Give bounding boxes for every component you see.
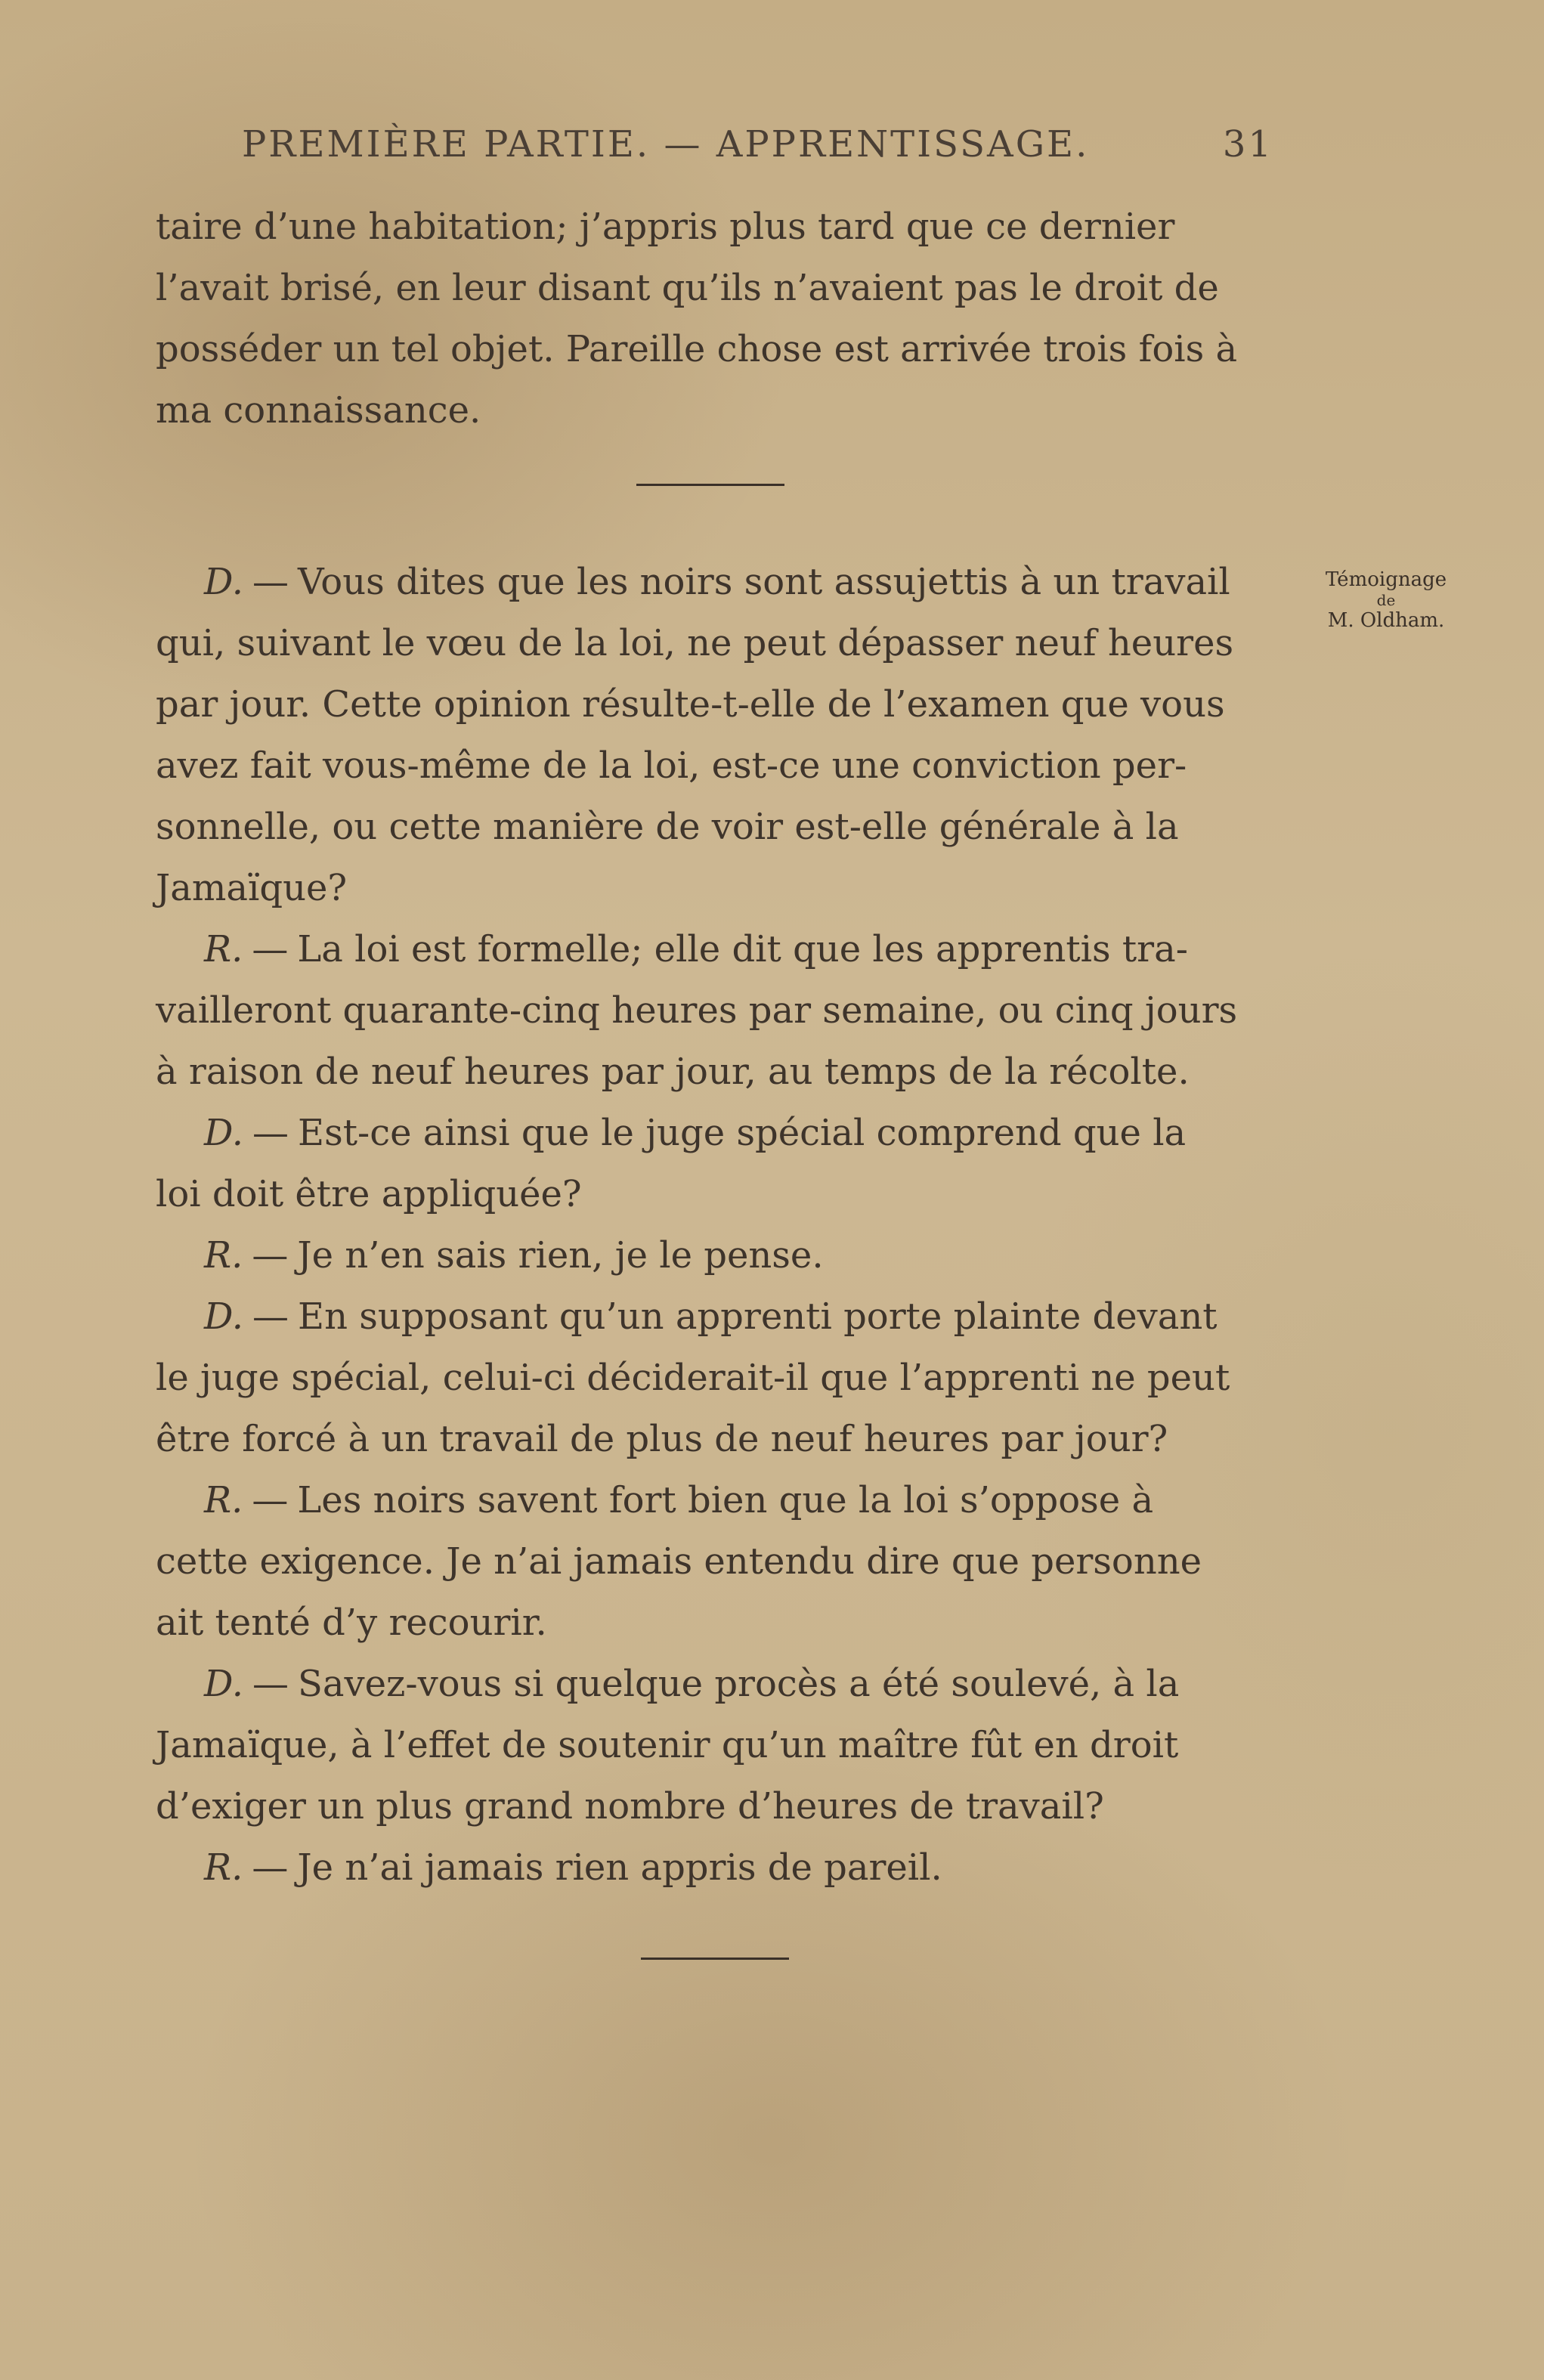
text-line: ait tenté d’y recourir. xyxy=(156,1602,547,1644)
text-line: qui, suivant le vœu de la loi, ne peut dépasser neuf heures xyxy=(156,622,1234,664)
dialogue-first-line xyxy=(156,552,1274,613)
dialogue-first-line xyxy=(156,1837,1274,1899)
dialogue-first-line xyxy=(156,919,1274,980)
section-divider xyxy=(636,484,784,486)
text-line: Jamaïque, à l’effet de soutenir qu’un maître fût en droit xyxy=(156,1724,1179,1766)
text-line: Jamaïque? xyxy=(156,867,348,909)
text-line: cette exigence. Je n’ai jamais entendu dire que personne xyxy=(156,1540,1202,1583)
dialogue-text: En supposant qu’un apprenti porte plainte devant xyxy=(298,1295,1218,1338)
text-line: loi doit être appliquée? xyxy=(156,1173,582,1215)
dialogue-first-line xyxy=(156,1225,1274,1286)
text-line: vailleront quarante-cinq heures par semaine, ou cinq jours xyxy=(156,989,1238,1032)
text-line: à raison de neuf heures par jour, au temps de la récolte. xyxy=(156,1051,1190,1093)
em-dash: — xyxy=(252,561,289,603)
dialogue-text: Les noirs savent fort bien que la loi s’oppose à xyxy=(297,1479,1154,1521)
speaker-label: R. xyxy=(204,1234,243,1277)
dialogue-first-line xyxy=(156,1654,1274,1715)
opening-paragraph xyxy=(156,197,1274,441)
text-line: d’exiger un plus grand nombre d’heures de travail? xyxy=(156,1785,1104,1828)
em-dash: — xyxy=(252,1234,289,1277)
dialogue-first-line xyxy=(156,1470,1274,1531)
text-line: ma connaissance. xyxy=(156,389,481,432)
text-line: sonnelle, ou cette manière de voir est-elle générale à la xyxy=(156,806,1179,848)
text-line: l’avait brisé, en leur disant qu’ils n’avaient pas le droit de xyxy=(156,267,1219,309)
dialogue-first-line xyxy=(156,1103,1274,1164)
dialogue-first-line xyxy=(156,1286,1274,1348)
page-number: 31 xyxy=(1222,123,1273,166)
em-dash: — xyxy=(252,1479,289,1521)
em-dash: — xyxy=(252,1663,289,1705)
dialogue-text: Vous dites que les noirs sont assujettis à un travail xyxy=(298,561,1230,603)
margin-note-line: M. Oldham. xyxy=(1327,609,1445,632)
margin-note xyxy=(1295,567,1477,633)
text-line: taire d’une habitation; j’appris plus tard que ce dernier xyxy=(156,206,1175,248)
text-line: posséder un tel objet. Pareille chose est arrivée trois fois à xyxy=(156,328,1238,370)
speaker-label: D. xyxy=(204,1112,244,1154)
dialogue-text: Est-ce ainsi que le juge spécial comprend que la xyxy=(298,1112,1187,1154)
text-line: le juge spécial, celui-ci déciderait-il que l’apprenti ne peut xyxy=(156,1357,1230,1399)
em-dash: — xyxy=(252,1846,289,1889)
speaker-label: D. xyxy=(204,561,244,603)
em-dash: — xyxy=(252,1295,289,1338)
speaker-label: R. xyxy=(204,928,243,970)
text-line: par jour. Cette opinion résulte-t-elle de l’examen que vous xyxy=(156,683,1225,726)
dialogue-text: Je n’ai jamais rien appris de pareil. xyxy=(297,1846,942,1889)
em-dash: — xyxy=(252,928,289,970)
text-line: avez fait vous-même de la loi, est-ce une conviction per- xyxy=(156,744,1187,787)
dialogue-text: Savez-vous si quelque procès a été soulevé, à la xyxy=(298,1663,1180,1705)
speaker-label: R. xyxy=(204,1479,243,1521)
text-line: être forcé à un travail de plus de neuf heures par jour? xyxy=(156,1418,1168,1460)
em-dash: — xyxy=(252,1112,289,1154)
margin-note-line: de xyxy=(1376,591,1396,609)
running-head-title: PREMIÈRE PARTIE. — APPRENTISSAGE. xyxy=(242,123,1090,166)
speaker-label: R. xyxy=(204,1846,243,1889)
dialogue xyxy=(156,552,1274,1899)
margin-note-line: Témoignage xyxy=(1325,568,1447,591)
speaker-label: D. xyxy=(204,1295,244,1338)
dialogue-text: La loi est formelle; elle dit que les apprentis tra- xyxy=(297,928,1188,970)
speaker-label: D. xyxy=(204,1663,244,1705)
dialogue-text: Je n’en sais rien, je le pense. xyxy=(297,1234,824,1277)
end-divider xyxy=(641,1958,789,1960)
